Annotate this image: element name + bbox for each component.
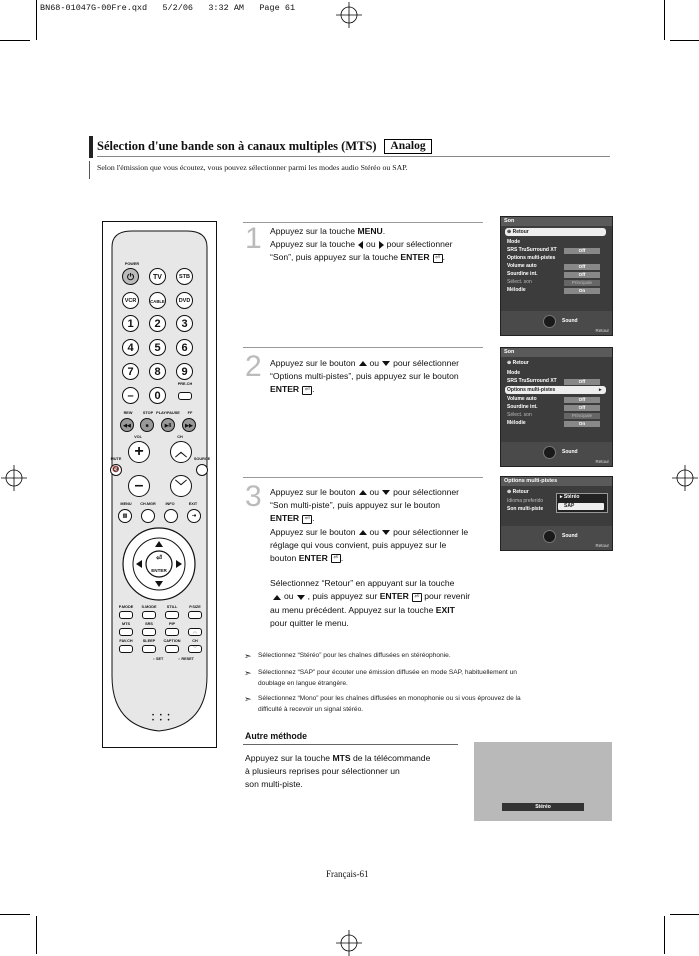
up-arrow-icon [273,595,281,600]
osd-row: Volume auto [507,263,537,269]
note-arrow-icon: ➣ [244,668,252,678]
tv-button[interactable]: TV [149,268,166,285]
down-arrow-icon [382,530,390,535]
vol-down-button[interactable]: – [128,475,150,497]
left-arrow-icon [358,241,363,249]
file-slug: BN68-01047G-00Fre.qxd 5/2/06 3:32 AM Page 61 [40,3,296,13]
source-label: SOURCE [193,457,211,461]
digit-3-button[interactable]: 3 [176,315,193,332]
srs-button[interactable] [142,628,156,636]
osd-bottom-bar [501,526,612,550]
info-button[interactable] [164,509,178,523]
osd-value: Principale [564,280,600,286]
osd-row: Options multi-pistes [507,387,556,393]
crop-mark [0,40,30,41]
mts-label: MTS [121,622,130,626]
sleep-label: SLEEP [142,639,156,643]
enter-icon: ⏎ [331,554,341,563]
info-label: INFO [165,502,175,506]
title-rule [97,156,610,157]
speaker-dots: • • • • • • [152,713,172,724]
registration-mark-icon [336,930,362,956]
source-button[interactable] [196,464,208,476]
digit-2-button[interactable]: 2 [149,315,166,332]
osd-bottom-bar [501,311,612,335]
cable-button[interactable]: CABLE [149,292,166,309]
mts-button[interactable] [119,628,133,636]
alt-heading: Autre méthode [245,731,308,741]
pmode-label: P.MODE [118,605,134,609]
still-button[interactable] [165,611,179,619]
right-arrow-icon [379,241,384,249]
osd-row: Sélect. son [507,279,532,285]
menu-button[interactable]: ▥ [118,509,132,523]
up-arrow-icon [359,490,367,495]
step-number: 3 [245,480,262,513]
osd-value: Off [564,264,600,270]
exit-label: EXIT [188,502,198,506]
vcr-button[interactable]: VCR [122,292,139,309]
crop-mark [664,916,665,954]
still-label: STILL [166,605,178,609]
osd-row: Volume auto [507,396,537,402]
pip-button[interactable] [165,628,179,636]
enter-icon: ⏎ [412,593,422,602]
analog-badge: Analog [384,139,432,154]
osd-value: On [564,288,600,294]
alt-rule [243,744,458,745]
osd-value: Off [564,248,600,254]
exit-button[interactable]: ⇥ [187,509,201,523]
digit-8-button[interactable]: 8 [149,363,166,380]
play-pause-label: PLAY/PAUSE [156,411,180,415]
prech-button[interactable] [178,392,192,400]
speaker-icon [543,315,556,328]
intro-marker [89,161,90,179]
osd-value: Off [564,397,600,403]
enter-icon: ⏎ [302,386,312,395]
sleep-button[interactable] [142,645,156,653]
step1-rule [243,222,483,223]
up-arrow-icon [359,361,367,366]
chmgr-button[interactable] [141,509,155,523]
enter-icon: ⏎ [433,254,443,263]
smode-button[interactable] [142,611,156,619]
step2-text: Appuyez sur le bouton ou pour sélectionner “Options multi-pistes”, puis appuyez sur le bouton ENTER ⏎ . [270,358,460,395]
speaker-icon [543,446,556,459]
tv-screen-mts [474,742,612,821]
vol-up-button[interactable]: + [128,441,150,463]
digit-9-button[interactable]: 9 [176,363,193,380]
osd-row: Mélodie [507,287,526,293]
reset-label: ○ RESET [177,657,195,661]
osd-row: Idioma preferido [507,498,544,504]
pip-ch-label: CH [192,639,198,643]
caption-button[interactable] [165,645,179,653]
power-label: POWER [124,262,140,266]
osd-value: Off [564,405,600,411]
minus-button[interactable]: – [122,387,139,404]
step-number: 1 [245,222,262,255]
stop-button[interactable]: ■ [140,418,154,432]
favch-button[interactable] [119,645,133,653]
registration-mark-icon [336,2,362,28]
registration-mark-icon [1,465,27,491]
set-text: SET [155,657,164,661]
digit-7-button[interactable]: 7 [122,363,139,380]
osd-row: SRS TruSurround XT [507,378,557,384]
osd-row: SRS TruSurround XT [507,247,557,253]
pmode-button[interactable] [119,611,133,619]
osd-row: ⊕ Retour [507,229,529,235]
dvd-button[interactable]: DVD [176,292,193,309]
pip-ch-up-button[interactable]: ︿ [188,628,202,636]
digit-1-button[interactable]: 1 [122,315,139,332]
rew-button[interactable]: ◀◀ [120,418,134,432]
osd-row: Mode [507,239,521,245]
reset-text: RESET [181,657,195,661]
digit-4-button[interactable]: 4 [122,339,139,356]
step-number: 2 [245,350,262,383]
stb-button[interactable]: STB [176,268,193,285]
osd-stereo-label: Stéréo [502,803,584,811]
page-footer: Français-61 [326,869,369,879]
crop-mark [36,916,37,954]
osd-value: Principale [564,413,600,419]
note-text: Sélectionnez “Mono” pour les chaînes diffusées en monophonie ou si vous éprouvez de la difficulté à recevoir un signal stéréo. [258,695,521,713]
psize-button[interactable] [188,611,202,619]
osd-value: On [564,421,600,427]
osd-return-hint: Retour [595,328,609,333]
osd-sound-label: Sound [562,449,578,455]
ff-button[interactable]: ▶▶ [182,418,196,432]
pip-ch-down-button[interactable]: ﹀ [188,645,202,653]
osd-row: ⊕ Retour [507,489,529,495]
mute-button[interactable]: 🔇 [110,464,122,476]
intro-text: Selon l'émission que vous écoutez, vous pouvez sélectionner parmi les modes audio Stéréo ou SAP. [97,163,408,172]
osd-row: Sélect. son [507,412,532,418]
enter-label: ENTER [151,568,167,573]
osd-option: SAP [564,503,575,509]
osd-sound-label: Sound [562,533,578,539]
mute-label: MUTE [110,457,122,461]
crop-mark [0,914,30,915]
osd-screen-3 [500,476,613,551]
note-text: Sélectionnez “SAP” pour écouter une émission diffusée en mode SAP, habituellement un doublage en langue étrangère. [258,669,517,687]
osd-bottom-bar [501,442,612,466]
ch-up-button[interactable]: ︿ [170,441,192,463]
osd-value: Off [564,272,600,278]
digit-0-button[interactable]: 0 [149,387,166,404]
osd-screen-2 [500,347,613,467]
note-text: Sélectionnez “Stéréo” pour les chaînes diffusées en stéréophonie. [258,652,451,659]
set-label: ○ SET [152,657,164,661]
osd-return-hint: Retour [595,543,609,548]
digit-6-button[interactable]: 6 [176,339,193,356]
down-arrow-icon [297,595,305,600]
step3-text: Appuyez sur le bouton ou pour sélectionner “Son multi-piste”, puis appuyez sur le bouton ENTER ⏎ . Appuyez sur le bouton ou pour sélectionner le réglage qui vous convient, puis appuyez sur le bouton ENTER ⏎ . Sélectionnez “Retour” en appuyant sur la touche ou , puis appuyez sur ENTER ⏎ pour revenir au menu précédent. Appuyez sur la touche EXIT pour quitter le menu. [270,487,471,628]
enter-button[interactable]: ⏎ [156,555,162,562]
ff-label: FF [187,411,193,415]
osd-title: Son [501,348,612,357]
osd-return-hint: Retour [595,459,609,464]
step1-text: Appuyez sur la touche MENU. Appuyez sur la touche ou pour sélectionner “Son”, puis appuyez sur la touche ENTER ⏎ . [270,226,453,263]
section-title: Sélection d'une bande son à canaux multiples (MTS) [97,139,377,153]
osd-screen-1 [500,216,613,336]
prech-label: PRE-CH [177,382,193,386]
ch-label: CH [177,435,183,439]
caption-label: CAPTION [163,639,181,643]
digit-5-button[interactable]: 5 [149,339,166,356]
crop-mark [670,40,699,41]
enter-icon: ⏎ [302,515,312,524]
note-arrow-icon: ➣ [244,651,252,661]
chmgr-label: CH.MGR [140,502,156,506]
osd-row: Mélodie [507,420,526,426]
osd-row: Son multi-piste [507,506,544,512]
osd-row: Options multi-pistes [507,255,556,261]
osd-row: ⊕ Retour [507,360,529,366]
step2-rule [243,347,483,348]
ch-down-button[interactable]: ﹀ [170,475,192,497]
favch-label: FAV.CH [119,639,133,643]
crop-mark [664,0,665,40]
down-arrow-icon [382,490,390,495]
smode-label: S.MODE [141,605,157,609]
pip-label: PIP [168,622,176,626]
osd-row-arrow: ▸ [599,387,602,393]
vol-label: VOL [134,435,142,439]
up-arrow-icon [359,530,367,535]
alt-text: Appuyez sur la touche MTS de la télécommande à plusieurs reprises pour sélectionner un son multi-piste. [245,753,431,790]
speaker-icon [543,530,556,543]
osd-row: Mode [507,370,521,376]
osd-option: ▸ Stéréo [560,494,580,500]
psize-label: P.SIZE [189,605,201,609]
crop-mark [670,914,699,915]
osd-title: Options multi-pistes [501,477,612,486]
rew-label: REW [123,411,133,415]
osd-value: Off [564,379,600,385]
osd-row: Sourdine int. [507,404,538,410]
osd-row: Sourdine int. [507,271,538,277]
srs-label: SRS [145,622,153,626]
power-button[interactable]: ⏻ [122,268,139,285]
crop-mark [36,0,37,40]
note-arrow-icon: ➣ [244,694,252,704]
stop-label: STOP [142,411,154,415]
osd-sound-label: Sound [562,318,578,324]
remote-control [102,221,217,748]
step3-rule [243,477,483,478]
menu-label: MENU [120,502,132,506]
registration-mark-icon [672,465,698,491]
play-pause-button[interactable]: ▶II [161,418,175,432]
title-bar-marker [89,136,93,158]
down-arrow-icon [382,361,390,366]
osd-title: Son [501,217,612,226]
